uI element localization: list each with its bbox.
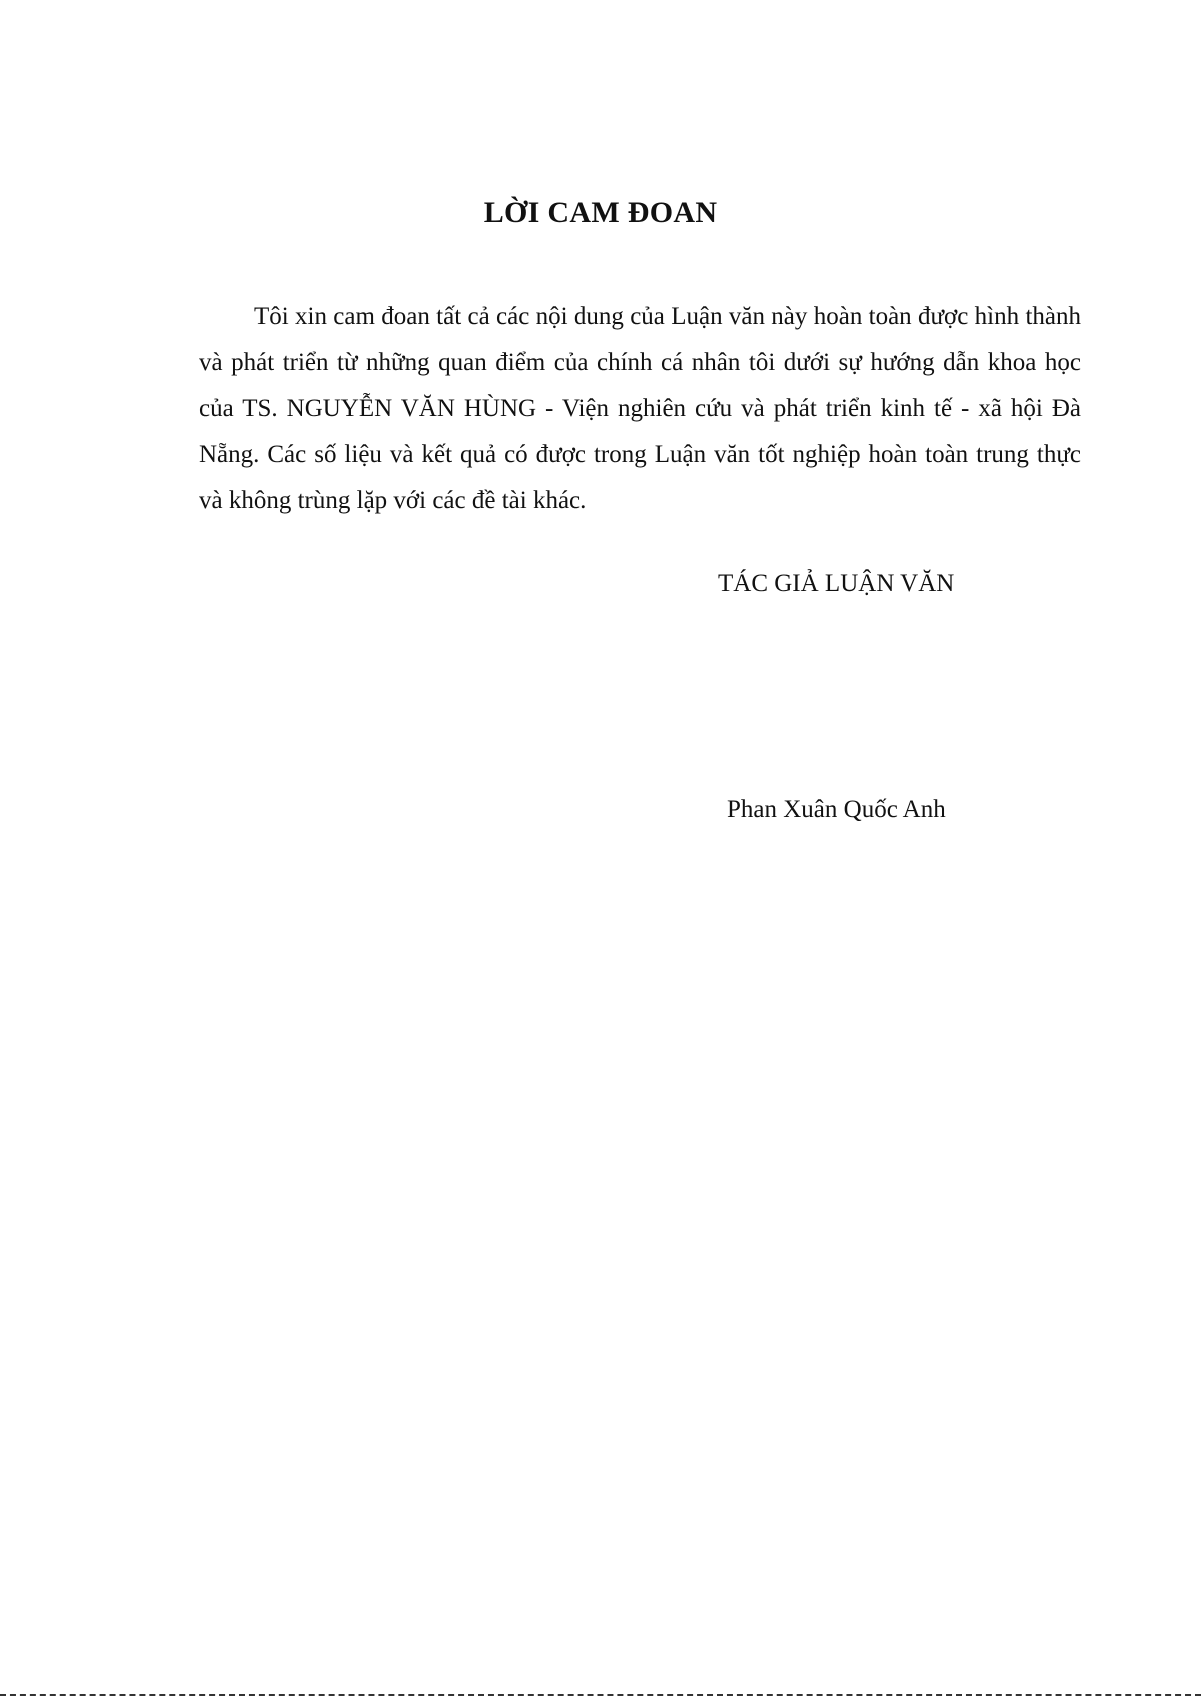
signature-role: TÁC GIẢ LUẬN VĂN bbox=[718, 570, 955, 597]
page-title: LỜI CAM ĐOAN bbox=[483, 196, 718, 229]
signature-name: Phan Xuân Quốc Anh bbox=[727, 796, 946, 823]
bottom-divider bbox=[0, 1694, 1201, 1696]
declaration-paragraph: Tôi xin cam đoan tất cả các nội dung của Luận văn này hoàn toàn được hình thành và phát triển từ những quan điểm của chính cá nhân tôi dưới sự hướng dẫn khoa học của TS. NGUYỄN VĂN HÙNG - Viện nghiên cứu và phát triển kinh tế - xã hội Đà Nẵng. Các số liệu và kết quả có được trong Luận văn tốt nghiệp hoàn toàn trung thực và không trùng lặp với các đề tài khác. bbox=[199, 303, 1081, 514]
